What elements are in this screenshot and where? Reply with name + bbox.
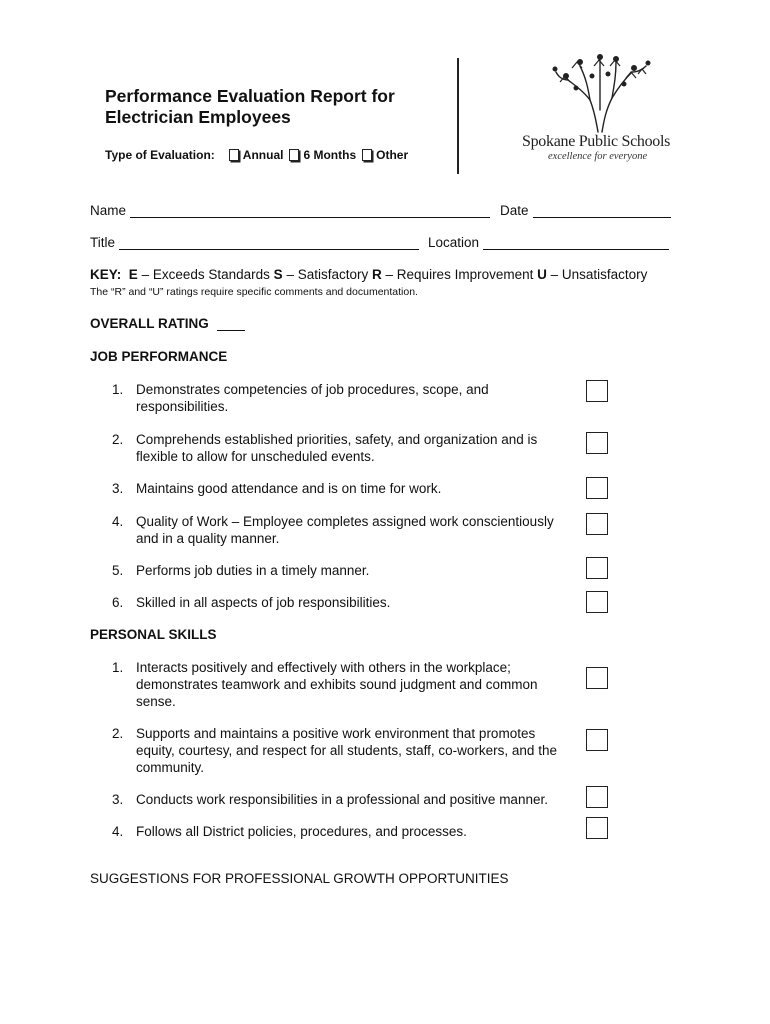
date-label: Date: [500, 203, 529, 218]
item-text: Comprehends established priorities, safety, and organization and is flexible to allow for unscheduled events.: [136, 432, 538, 464]
title-label: Title: [90, 235, 116, 250]
item-number: 6.: [112, 595, 124, 610]
location-label: Location: [428, 235, 480, 250]
item-number: 2.: [112, 432, 124, 447]
skill-item-1-rating-box[interactable]: [586, 667, 608, 689]
item-text: Interacts positively and effectively with others in the workplace; demonstrates teamwork and exhibits sound judgment and common sense.: [136, 660, 538, 709]
item-text: Follows all District policies, procedures, and processes.: [136, 824, 467, 839]
other-label: Other: [376, 148, 409, 162]
item-number: 5.: [112, 563, 124, 578]
job-item-1: [112, 381, 572, 415]
job-item-3: [112, 480, 572, 497]
6-months-label: 6 Months: [303, 148, 357, 162]
personal-skills-heading: PERSONAL SKILLS: [90, 627, 217, 642]
skill-item-2: [112, 725, 572, 776]
skill-item-2-rating-box[interactable]: [586, 729, 608, 751]
skill-item-3: [112, 791, 572, 808]
page-title-line-1: Performance Evaluation Report for: [105, 86, 395, 106]
evaluation-option-6-months[interactable]: [287, 148, 356, 162]
6-months-checkbox[interactable]: [289, 149, 299, 161]
job-item-5-rating-box[interactable]: [586, 557, 608, 579]
item-text: Quality of Work – Employee completes assigned work conscientiously and in a quality manner.: [136, 514, 554, 546]
overall-rating-row: [90, 316, 245, 331]
logo-tagline: excellence for everyone: [548, 151, 648, 162]
key-e-code: E: [128, 267, 138, 282]
header-divider: [457, 58, 459, 174]
overall-rating-input-line[interactable]: [217, 316, 245, 331]
overall-rating-label: OVERALL RATING: [90, 316, 209, 331]
annual-label: Annual: [242, 148, 284, 162]
evaluation-type-label: Type of Evaluation:: [105, 148, 215, 162]
key-s-code: S: [273, 267, 283, 282]
job-item-4: [112, 513, 572, 547]
job-item-2: [112, 431, 572, 465]
key-note: The “R” and “U” ratings require specific comments and documentation.: [90, 286, 418, 298]
key-label: KEY:: [90, 267, 122, 282]
item-number: 2.: [112, 726, 124, 741]
annual-checkbox[interactable]: [229, 149, 239, 161]
rating-key: [90, 267, 647, 282]
key-e-text: – Exceeds Standards: [141, 267, 270, 282]
page-title: [105, 86, 395, 128]
item-number: 4.: [112, 824, 124, 839]
job-item-6: [112, 594, 572, 611]
item-number: 1.: [112, 660, 124, 675]
job-performance-heading: JOB PERFORMANCE: [90, 349, 228, 364]
job-item-2-rating-box[interactable]: [586, 432, 608, 454]
evaluation-type-row: [105, 148, 412, 162]
item-number: 3.: [112, 481, 124, 496]
page-title-line-2: Electrician Employees: [105, 107, 291, 127]
logo-name: Spokane Public Schools: [522, 133, 671, 150]
skill-item-4-rating-box[interactable]: [586, 817, 608, 839]
date-input-line[interactable]: [533, 203, 671, 218]
item-text: Skilled in all aspects of job responsibilities.: [136, 595, 391, 610]
item-number: 1.: [112, 382, 124, 397]
other-checkbox[interactable]: [362, 149, 372, 161]
skill-item-4: [112, 823, 572, 840]
item-text: Performs job duties in a timely manner.: [136, 563, 370, 578]
key-s-text: – Satisfactory: [286, 267, 369, 282]
job-item-3-rating-box[interactable]: [586, 477, 608, 499]
title-input-line[interactable]: [119, 235, 419, 250]
skill-item-1: [112, 659, 572, 710]
location-input-line[interactable]: [483, 235, 669, 250]
item-text: Supports and maintains a positive work environment that promotes equity, courtesy, and respect for all students, staff, co-workers, and the community.: [136, 726, 557, 775]
item-text: Demonstrates competencies of job procedures, scope, and responsibilities.: [136, 382, 489, 414]
key-r-code: R: [372, 267, 382, 282]
name-label: Name: [90, 203, 127, 218]
evaluation-option-other[interactable]: [360, 148, 408, 162]
job-item-4-rating-box[interactable]: [586, 513, 608, 535]
name-field-row: [90, 203, 490, 218]
item-number: 3.: [112, 792, 124, 807]
location-field-row: [428, 235, 669, 250]
skill-item-3-rating-box[interactable]: [586, 786, 608, 808]
date-field-row: [500, 203, 671, 218]
suggestions-heading: SUGGESTIONS FOR PROFESSIONAL GROWTH OPPORTUNITIES: [90, 871, 509, 886]
title-field-row: [90, 235, 419, 250]
job-item-5: [112, 562, 572, 579]
key-u-code: U: [537, 267, 547, 282]
item-text: Maintains good attendance and is on time for work.: [136, 481, 442, 496]
job-item-6-rating-box[interactable]: [586, 591, 608, 613]
key-u-text: – Unsatisfactory: [550, 267, 648, 282]
job-item-1-rating-box[interactable]: [586, 380, 608, 402]
evaluation-option-annual[interactable]: [227, 148, 284, 162]
item-text: Conducts work responsibilities in a professional and positive manner.: [136, 792, 548, 807]
name-input-line[interactable]: [130, 203, 490, 218]
key-r-text: – Requires Improvement: [385, 267, 534, 282]
item-number: 4.: [112, 514, 124, 529]
